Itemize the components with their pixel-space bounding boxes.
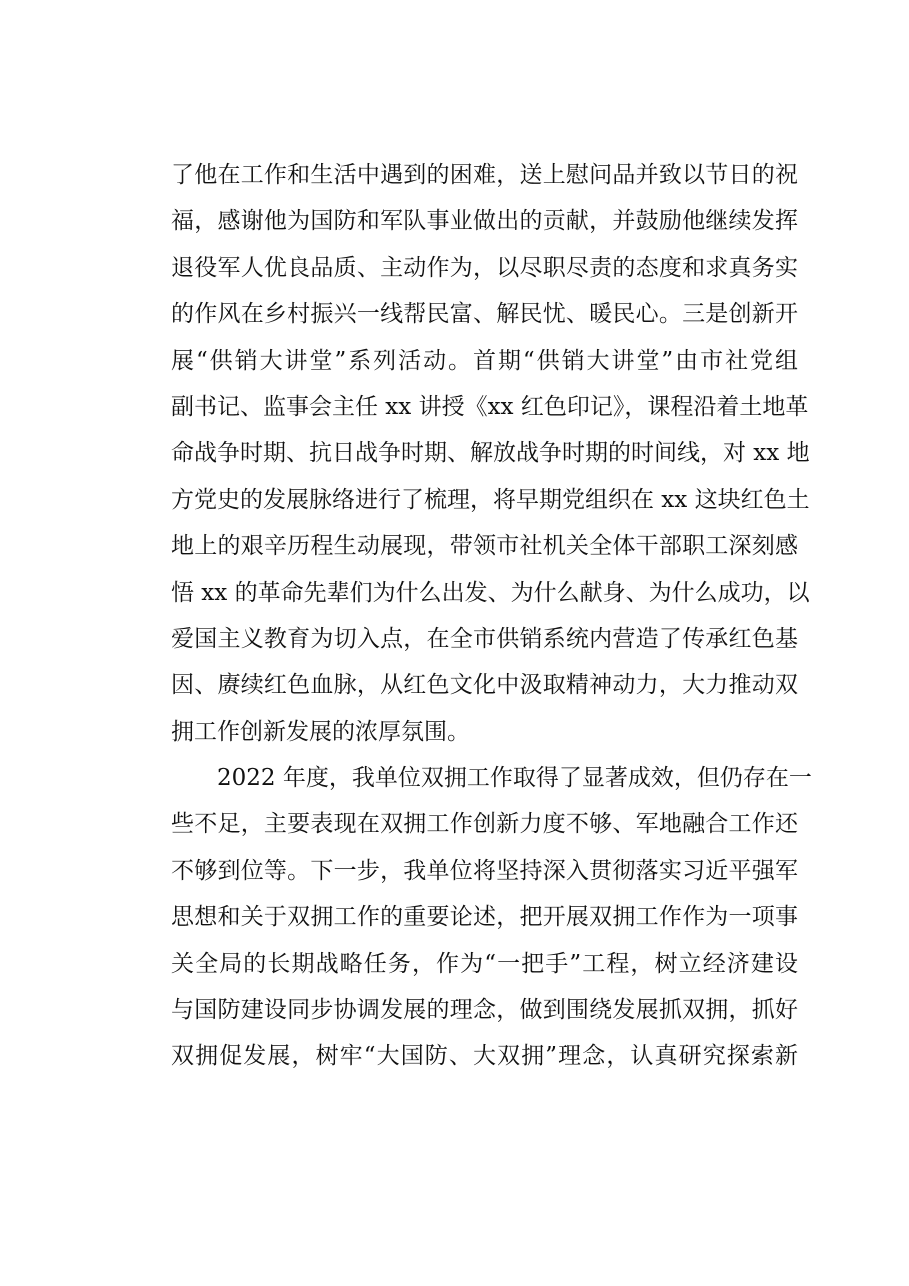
text-line: 双拥促发展，树牢“大国防、大双拥”理念，认真研究探索新 [171, 1043, 798, 1070]
text-line: 因、赓续红色血脉，从红色文化中汲取精神动力，大力推动双 [171, 672, 798, 699]
text-line: 不够到位等。下一步，我单位将坚持深入贯彻落实习近平强军 [171, 857, 798, 884]
text-line: 了他在工作和生活中遇到的困难，送上慰问品并致以节日的祝 [171, 162, 798, 188]
text-line: 福，感谢他为国防和军队事业做出的贡献，并鼓励他继续发挥 [171, 208, 798, 235]
paragraph-1 [171, 152, 810, 755]
text-line: 地上的艰辛历程生动展现，带领市社机关全体干部职工深刻感 [171, 533, 798, 560]
paragraph-2 [171, 755, 812, 1080]
text-line: 关全局的长期战略任务，作为“一把手”工程，树立经济建设 [171, 950, 798, 977]
text-line: 爱国主义教育为切入点，在全市供销系统内营造了传承红色基 [171, 625, 798, 652]
document-body [171, 152, 812, 1080]
text-line: 思想和关于双拥工作的重要论述，把开展双拥工作作为一项事 [171, 904, 798, 931]
text-line: 方党史的发展脉络进行了梳理，将早期党组织在 xx 这块红色土 [171, 486, 810, 513]
text-line: 展“供销大讲堂”系列活动。首期“供销大讲堂”由市社党组 [171, 347, 798, 374]
text-line: 退役军人优良品质、主动作为，以尽职尽责的态度和求真务实 [171, 254, 798, 281]
text-line: 2022 年度，我单位双拥工作取得了显著成效，但仍存在一 [217, 765, 812, 792]
text-line: 悟 xx 的革命先辈们为什么出发、为什么献身、为什么成功，以 [171, 579, 810, 606]
text-line: 些不足，主要表现在双拥工作创新力度不够、军地融合工作还 [171, 811, 798, 838]
text-line: 的作风在乡村振兴一线帮民富、解民忧、暖民心。三是创新开 [171, 301, 798, 328]
text-line: 命战争时期、抗日战争时期、解放战争时期的时间线，对 xx 地 [171, 440, 810, 467]
text-line: 副书记、监事会主任 xx 讲授《xx 红色印记》，课程沿着土地革 [171, 393, 809, 420]
text-line: 与国防建设同步协调发展的理念，做到围绕发展抓双拥，抓好 [171, 997, 798, 1024]
text-line: 拥工作创新发展的浓厚氛围。 [171, 718, 470, 745]
